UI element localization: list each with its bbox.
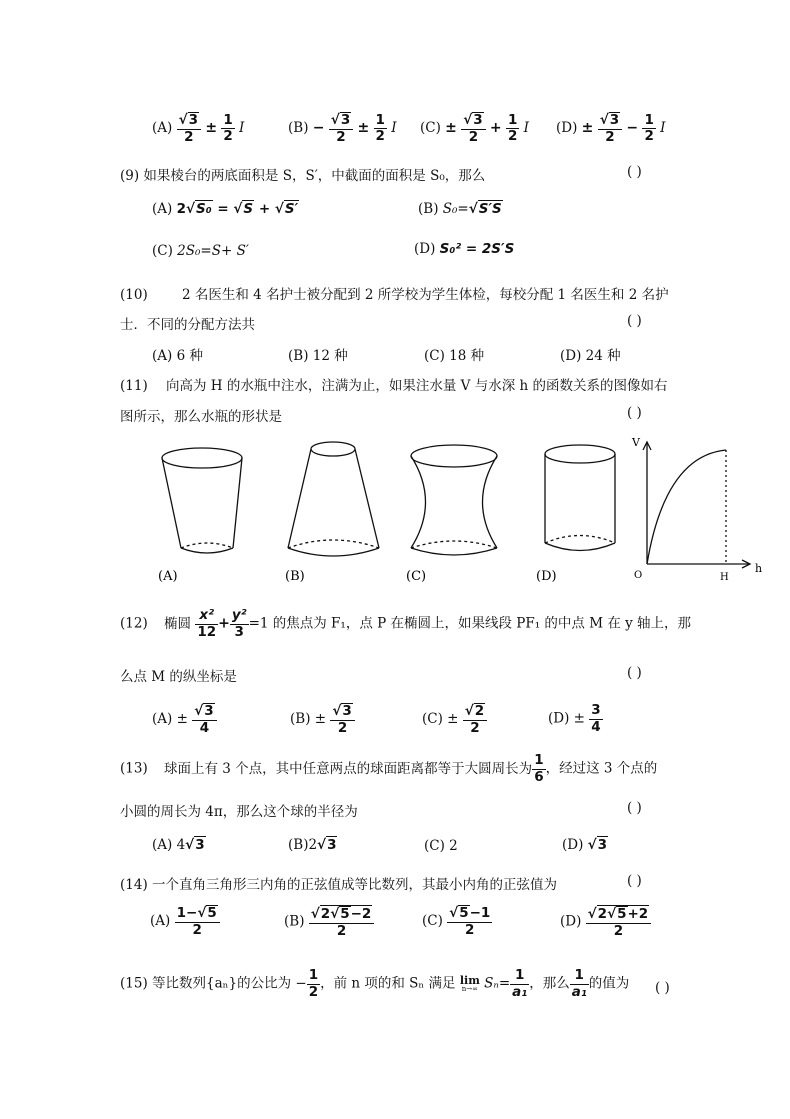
q8-b-label: (B) bbox=[288, 120, 309, 137]
q12-number: (12) bbox=[120, 615, 148, 632]
q10-option-b: (B) 12 种 bbox=[288, 348, 348, 364]
q15-frac-a1b: $\frac{1}{\text{a₁}}$ bbox=[571, 967, 587, 1000]
q8-b-frac1: $\frac{√3}{2}$ bbox=[329, 112, 353, 145]
q8-a-frac1: $\frac{√3}{2}$ bbox=[177, 112, 201, 145]
fig-label-a: (A) bbox=[158, 569, 178, 584]
q8-option-a: (A) $\frac{√3}{2}$ ± $\frac{1}{2}$ I bbox=[152, 111, 245, 145]
q11-number: (11) bbox=[120, 378, 148, 394]
q14-text: 一个直角三角形三内角的正弦值成等比数列，其最小内角的正弦值为 bbox=[152, 877, 558, 893]
q9-a-label: (A) bbox=[152, 201, 173, 217]
q15-line bbox=[120, 968, 629, 1000]
fig-label-c: (C) bbox=[406, 569, 427, 584]
q10-line1 bbox=[120, 283, 669, 303]
q12-a-label: (A) ± bbox=[152, 711, 188, 728]
q10-option-a: (A) 6 种 bbox=[152, 348, 203, 364]
q15-text-c: Sₙ= bbox=[484, 975, 511, 992]
q8-d-label: (D) bbox=[556, 120, 578, 137]
q12-option-b: (B) ± $\frac{√3}{2}$ bbox=[290, 703, 355, 736]
q12-option-d: (D) ± $\frac{3}{4}$ bbox=[548, 702, 601, 735]
fig-label-b: (B) bbox=[285, 569, 305, 584]
q8-a-frac2: $\frac{1}{2}$ bbox=[223, 111, 233, 145]
q11-figures bbox=[0, 430, 790, 590]
q15-frac-half: $\frac{1}{2}$ bbox=[308, 967, 319, 1000]
q14-option-b: (B) $\frac{√2√5-2}{2}$ bbox=[284, 905, 374, 939]
q12-line1: (12) 椭圆 $\frac{\text{x²}}{12}$ + $\frac{\text{y²}}{3}$ =1 的焦点为 F₁，点 P 在椭圆上，如果线段 PF₁ 的中点 M 在 y 轴上，那 bbox=[120, 607, 692, 640]
q10-number: (10) bbox=[120, 287, 148, 303]
q13-text-a: 球面上有 3 个点，其中任意两点的球面距离都等于大圆周长为 bbox=[164, 760, 533, 777]
q14-d-label: (D) bbox=[560, 913, 582, 930]
q12-line2: 么点 M 的纵坐标是 bbox=[120, 669, 237, 685]
q9-d-label: (D) bbox=[414, 241, 436, 257]
q11-line2: 图所示，那么水瓶的形状是 bbox=[120, 409, 282, 425]
q15-frac-a1: $\frac{1}{\text{a₁}}$ bbox=[512, 967, 528, 1000]
q8-d-imag: I bbox=[660, 120, 666, 137]
q12-text-a: 椭圆 bbox=[164, 615, 192, 632]
q8-c-frac1: $\frac{√3}{2}$ bbox=[461, 112, 485, 145]
graph-o-label: O bbox=[634, 570, 643, 581]
q13-line1 bbox=[120, 753, 657, 785]
q8-c-frac2: $\frac{1}{2}$ bbox=[507, 111, 518, 145]
q14-stem bbox=[120, 873, 557, 893]
q13-line2: 小圆的周长为 4π，那么这个球的半径为 bbox=[120, 804, 358, 820]
q12-option-c: (C) ± $\frac{√2}{2}$ bbox=[422, 703, 487, 736]
q8-option-b: (B) − $\frac{√3}{2}$ ± $\frac{1}{2}$ I bbox=[288, 111, 397, 145]
q14-option-a: (A) $\frac{1-√5}{2}$ bbox=[150, 905, 220, 938]
q8-c-label: (C) bbox=[420, 120, 441, 137]
q15-lim: lim n→∞ bbox=[459, 974, 480, 994]
q13-a-label: (A) 4 bbox=[152, 837, 186, 853]
q9-text: 如果棱台的两底面积是 S，S′，中截面的面积是 S₀，那么 bbox=[143, 168, 486, 184]
q12-c-label: (C) ± bbox=[422, 711, 459, 728]
q13-paren: ( ) bbox=[627, 800, 642, 816]
q14-c-label: (C) bbox=[422, 913, 443, 930]
q10-paren: ( ) bbox=[627, 313, 642, 329]
q8-d-frac2: $\frac{1}{2}$ bbox=[644, 111, 654, 145]
q9-option-b: (B) S₀=√S′S bbox=[418, 201, 502, 217]
q13-frac: $\frac{1}{6}$ bbox=[534, 752, 544, 785]
q14-option-c: (C) $\frac{√5-1}{2}$ bbox=[422, 905, 491, 938]
q13-option-d: (D) √3 bbox=[562, 837, 608, 853]
q13-d-label: (D) bbox=[562, 837, 584, 853]
q14-a-label: (A) bbox=[150, 913, 171, 930]
q12-paren: ( ) bbox=[627, 665, 642, 681]
q11-paren: ( ) bbox=[627, 405, 642, 421]
vh-graph bbox=[643, 442, 750, 568]
q8-c-imag: I bbox=[523, 120, 529, 137]
q13-option-a: (A) 4√3 bbox=[152, 837, 205, 853]
q10-line2: 士．不同的分配方法共 bbox=[120, 317, 255, 333]
graph-h-label: h bbox=[755, 562, 763, 575]
bottle-c-shape bbox=[411, 445, 497, 555]
q13-option-b: (B)2√3 bbox=[288, 837, 337, 853]
q8-b-frac2: $\frac{1}{2}$ bbox=[375, 111, 385, 145]
fig-label-d: (D) bbox=[536, 569, 557, 584]
q15-text-d: ，那么 bbox=[529, 975, 570, 992]
q8-d-frac1: $\frac{√3}{2}$ bbox=[598, 112, 622, 145]
q9-option-c bbox=[152, 243, 249, 259]
q9-option-d: (D) S₀² = 2S′S bbox=[414, 241, 515, 257]
bottle-d-shape bbox=[545, 445, 615, 551]
q11-line1 bbox=[120, 374, 667, 394]
q9-stem bbox=[120, 164, 485, 184]
q9-b-text: S₀= bbox=[442, 201, 469, 217]
q10-option-d: (D) 24 种 bbox=[560, 348, 621, 364]
bottle-a-shape bbox=[162, 448, 242, 553]
q15-text-b: ，前 n 项的和 Sₙ 满足 bbox=[320, 975, 456, 992]
q12-b-label: (B) ± bbox=[290, 711, 327, 728]
q8-option-d: (D) ± $\frac{√3}{2}$ − $\frac{1}{2}$ I bbox=[556, 111, 666, 145]
graph-H-label: H bbox=[720, 572, 729, 583]
q15-text-a: 等比数列{aₙ}的公比为 − bbox=[152, 975, 307, 992]
q14-option-d: (D) $\frac{√2√5+2}{2}$ bbox=[560, 905, 651, 939]
graph-v-label: V bbox=[632, 436, 640, 449]
q11-text1: 向高为 H 的水瓶中注水，注满为止，如果注水量 V 与水深 h 的函数关系的图像如右 bbox=[166, 378, 668, 394]
q9-option-a bbox=[152, 200, 299, 217]
bottle-b-shape bbox=[288, 442, 379, 556]
q12-option-a: (A) ± $\frac{√3}{4}$ bbox=[152, 703, 217, 736]
q8-a-imag: I bbox=[239, 120, 245, 137]
q9-c-label: (C) bbox=[152, 243, 173, 259]
q14-b-label: (B) bbox=[284, 913, 305, 930]
q9-b-label: (B) bbox=[418, 201, 439, 217]
q14-number: (14) bbox=[120, 877, 148, 893]
q15-number: (15) bbox=[120, 975, 148, 992]
q13-b-label: (B)2 bbox=[288, 837, 318, 853]
q13-number: (13) bbox=[120, 760, 148, 777]
q10-text1: 2 名医生和 4 名护士被分配到 2 所学校为学生体检，每校分配 1 名医生和 2 名护 bbox=[182, 287, 669, 303]
q12-frac-y: $\frac{\text{y²}}{3}$ bbox=[231, 607, 247, 640]
q15-text-e: 的值为 bbox=[588, 975, 630, 992]
q13-option-c: (C) 2 bbox=[424, 838, 458, 854]
q12-frac-x: $\frac{\text{x²}}{12}$ bbox=[197, 607, 217, 640]
q13-text-b: ，经过这 3 个点的 bbox=[545, 760, 658, 777]
q8-b-imag: I bbox=[391, 120, 397, 137]
q9-a-formula: 2√S₀ = √S + √S′ bbox=[176, 201, 299, 217]
q10-option-c: (C) 18 种 bbox=[424, 348, 485, 364]
q9-c-text: 2S₀=S+ S′ bbox=[177, 243, 249, 259]
q14-paren: ( ) bbox=[627, 873, 642, 889]
q9-number: (9) bbox=[120, 168, 140, 184]
q12-d-label: (D) ± bbox=[548, 710, 585, 727]
q8-option-c: (C) ± $\frac{√3}{2}$ + $\frac{1}{2}$ I bbox=[420, 111, 529, 145]
q8-a-label: (A) bbox=[152, 120, 173, 137]
q12-text-b: =1 的焦点为 F₁，点 P 在椭圆上，如果线段 PF₁ 的中点 M 在 y 轴上，那 bbox=[248, 615, 692, 632]
q9-paren: ( ) bbox=[627, 164, 642, 180]
q15-paren: ( ) bbox=[655, 980, 670, 996]
